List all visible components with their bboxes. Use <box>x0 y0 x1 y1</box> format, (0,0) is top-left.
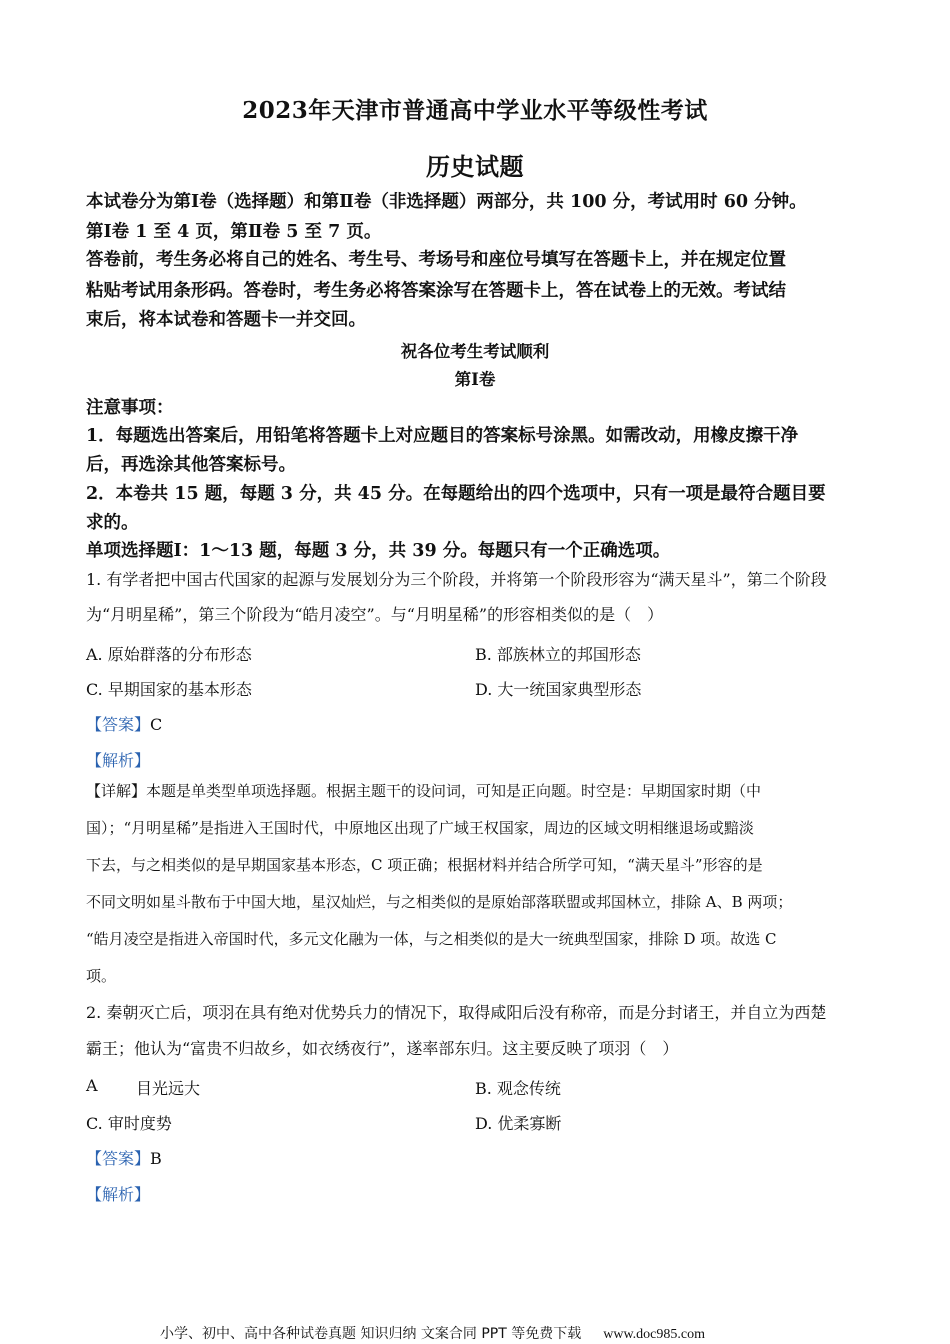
page-footer <box>160 1323 705 1343</box>
q2-option-b: B. 观念传统 <box>475 1079 561 1098</box>
q2-option-c: C. 审时度势 <box>86 1114 172 1133</box>
q2-stem-line-1: 2. 秦朝灭亡后，项羽在具有绝对优势兵力的情况下，取得咸阳后没有称帝，而是分封诸王，并自立为西楚 <box>86 1003 827 1022</box>
q2-stem-line-2: 霸王；他认为“富贵不归故乡，如衣绣夜行”，遂率部东归。这主要反映了项羽（ ） <box>86 1039 679 1058</box>
analysis-tag: 【解析】 <box>86 1185 151 1204</box>
q1-explanation-line-2: 国）；“月明星稀”是指进入王国时代，中原地区出现了广域王权国家，周边的区域文明相继退场或黯淡 <box>86 819 754 837</box>
q2-option-a-letter: A <box>86 1076 98 1095</box>
note-2-line-1: 2．本卷共 15 题，每题 3 分，共 45 分。在每题给出的四个选项中，只有一项是最符合题目要 <box>86 484 826 504</box>
answer-value: C <box>150 715 163 734</box>
note-2-line-2: 求的。 <box>86 513 139 533</box>
note-1-line-1: 1．每题选出答案后，用铅笔将答题卡上对应题目的答案标号涂黑。如需改动，用橡皮擦干净 <box>86 426 799 446</box>
wish-line: 祝各位考生考试顺利 <box>400 342 550 361</box>
q1-stem-line-2: 为“月明星稀”，第三个阶段为“皓月凌空”。与“月明星稀”的形容相类似的是（ ） <box>86 605 664 624</box>
q1-explanation-line-5: “皓月凌空是指进入帝国时代，多元文化融为一体，与之相类似的是大一统典型国家，排除 D 项。故选 C <box>86 930 777 948</box>
intro-line-4: 粘贴考试用条形码。答卷时，考生务必将答案涂写在答题卡上，答在试卷上的无效。考试结 <box>86 281 786 301</box>
q2-option-a-text: 目光远大 <box>136 1079 201 1098</box>
volume-heading: 第Ⅰ卷 <box>454 370 496 389</box>
exam-title: 2023年天津市普通高中学业水平等级性考试 <box>242 97 708 124</box>
q1-stem-line-1: 1. 有学者把中国古代国家的起源与发展划分为三个阶段，并将第一个阶段形容为“满天星斗”，第二个阶段 <box>86 570 827 589</box>
q1-explanation-line-1 <box>86 773 864 810</box>
section-heading: 单项选择题Ⅰ：1～13 题，每题 3 分，共 39 分。每题只有一个正确选项。 <box>86 541 671 561</box>
q1-answer <box>86 712 162 735</box>
q1-option-b: B. 部族林立的邦国形态 <box>475 645 641 664</box>
detail-tag: 【详解】 <box>86 782 147 800</box>
notes-heading: 注意事项： <box>86 398 174 418</box>
analysis-tag: 【解析】 <box>86 751 151 770</box>
answer-value: B <box>150 1149 162 1168</box>
q2-analysis <box>86 1182 150 1205</box>
q2-option-d: D. 优柔寡断 <box>475 1114 562 1133</box>
q1-explanation-line-3: 下去，与之相类似的是早期国家基本形态，C 项正确；根据材料并结合所学可知，“满天星斗”形容的是 <box>86 856 763 874</box>
q1-explanation-line-6: 项。 <box>86 967 117 985</box>
intro-line-1: 本试卷分为第Ⅰ卷（选择题）和第Ⅱ卷（非选择题）两部分，共 100 分，考试用时 60 分钟。 <box>86 192 807 212</box>
note-1-line-2: 后，再选涂其他答案标号。 <box>86 455 296 475</box>
intro-line-5: 束后，将本试卷和答题卡一并交回。 <box>86 310 366 330</box>
footer-url[interactable]: www.doc985.com <box>603 1327 705 1342</box>
exam-subject: 历史试题 <box>426 152 524 181</box>
answer-tag: 【答案】 <box>86 715 151 734</box>
q1-explanation-line-4: 不同文明如星斗散布于中国大地，星汉灿烂，与之相类似的是原始部落联盟或邦国林立，排除 A、B 两项； <box>86 893 793 911</box>
intro-line-3: 答卷前，考生务必将自己的姓名、考生号、考场号和座位号填写在答题卡上，并在规定位置 <box>86 250 786 270</box>
q1-exp-text-1: 本题是单类型单项选择题。根据主题干的设问词，可知是正向题。时空是：早期国家时期（中 <box>146 782 762 800</box>
q1-option-c: C. 早期国家的基本形态 <box>86 680 252 699</box>
q2-answer <box>86 1146 162 1169</box>
q1-option-a: A. 原始群落的分布形态 <box>86 645 252 664</box>
answer-tag: 【答案】 <box>86 1149 151 1168</box>
q1-option-d: D. 大一统国家典型形态 <box>475 680 642 699</box>
intro-line-2: 第Ⅰ卷 1 至 4 页，第Ⅱ卷 5 至 7 页。 <box>86 222 382 242</box>
q1-analysis <box>86 748 150 771</box>
footer-text: 小学、初中、高中各种试卷真题 知识归纳 文案合同 PPT 等免费下载 <box>160 1326 582 1342</box>
